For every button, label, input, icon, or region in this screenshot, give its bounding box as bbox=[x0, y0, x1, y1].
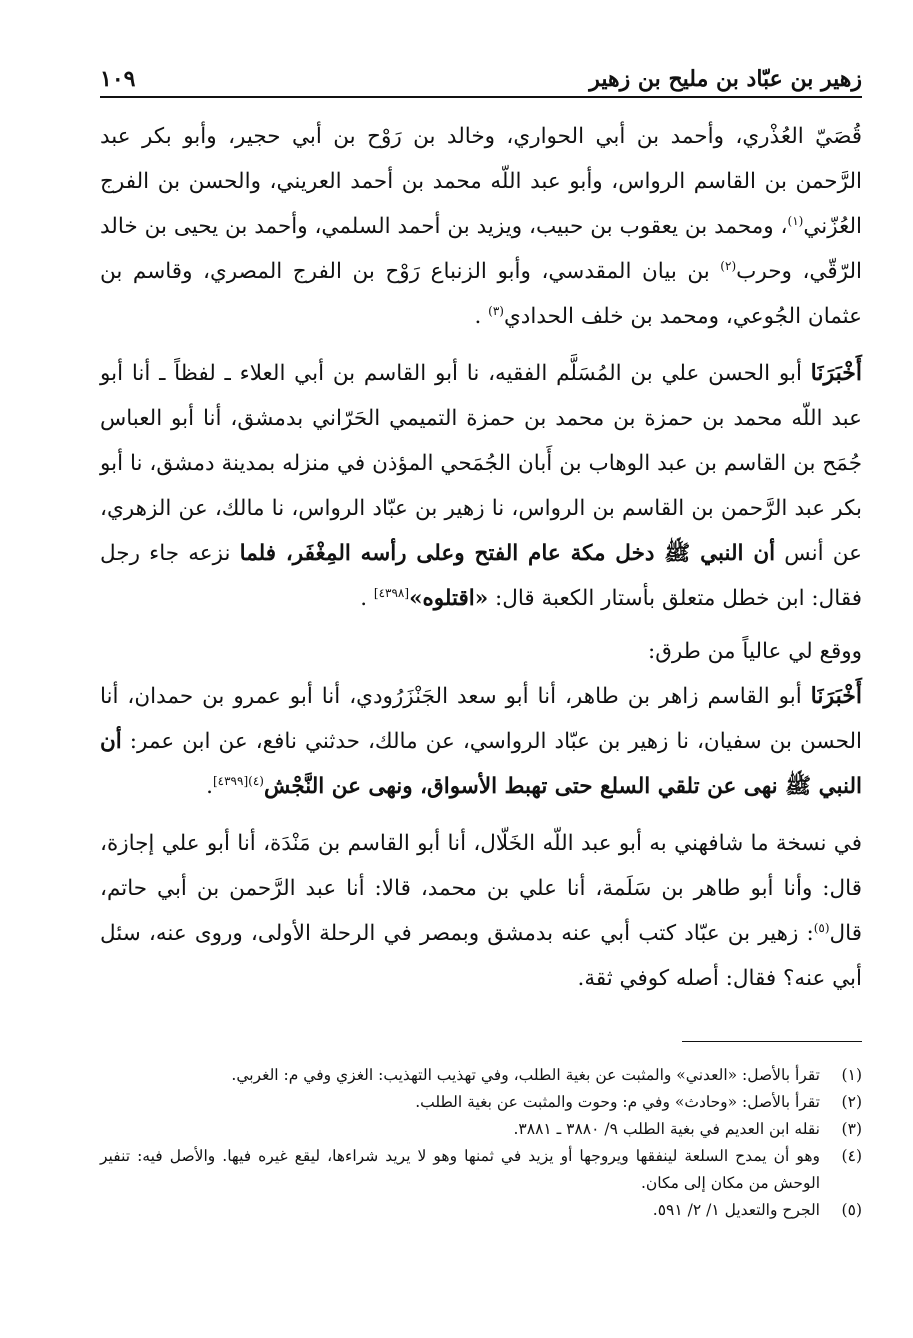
paragraph-text: قُصَيّ العُذْري، وأحمد بن أبي الحواري، وخالد بن رَوْح بن أبي حجير، وأبو بكر عبد الرَّحمن بن القاسم الرواس، وأبو عبد اللّه محمد بن أحمد العريني، والحسن بن الفرج العُزّني bbox=[100, 124, 862, 239]
paragraph-text: . bbox=[474, 304, 489, 329]
footnotes bbox=[100, 1062, 862, 1224]
running-header bbox=[100, 58, 862, 98]
footnote bbox=[100, 1089, 862, 1116]
footnote-number: (٢) bbox=[841, 1093, 862, 1111]
hadith-text: «اقتلوه» bbox=[409, 586, 489, 611]
footnote-separator bbox=[682, 1041, 862, 1042]
footnote-marker: (٥) bbox=[813, 920, 830, 935]
paragraph-text: . bbox=[360, 586, 374, 611]
footnote-text: تقرأ بالأصل: «العدني» والمثبت عن بغية الطلب، وفي تهذيب التهذيب: الغزي وفي م: الغربي. bbox=[231, 1066, 820, 1084]
hadith-reference: [٤٣٩٨] bbox=[373, 585, 410, 600]
paragraph-biography bbox=[100, 821, 862, 1001]
footnote-text: تقرأ بالأصل: «وحادث» وفي م: وحوت والمثبت عن بغية الطلب. bbox=[415, 1093, 820, 1111]
book-page bbox=[100, 58, 862, 1224]
footnote bbox=[100, 1062, 862, 1089]
footnote-number: (١) bbox=[841, 1066, 862, 1084]
paragraph-hadith-1 bbox=[100, 351, 862, 621]
paragraph-narrators bbox=[100, 114, 862, 339]
paragraph-text: ووقع لي عالياً من طرق: bbox=[647, 639, 862, 664]
akhbarana-lead: أَخْبَرَنَا bbox=[810, 360, 862, 386]
paragraph-text: في نسخة ما شافهني به أبو عبد اللّه الخَلّال، أنا أبو القاسم بن مَنْدَة، أنا أبو علي إجازة، قال: وأنا أبو طاهر بن سَلَمة، أنا علي بن محمد، قالا: أنا عبد الرَّحمن بن أبي حاتم، قال bbox=[100, 831, 862, 946]
hadith-text: أن النبي ﷺ نهى عن تلقي السلع حتى تهبط الأسواق، ونهى عن النَّجْش bbox=[100, 729, 862, 799]
footnote-marker: (٣) bbox=[488, 303, 504, 318]
footnote bbox=[100, 1143, 862, 1197]
hadith-reference: [٤٣٩٩] bbox=[212, 773, 249, 788]
header-title: زهير بن عبّاد بن مليح بن زهير bbox=[589, 66, 862, 92]
footnote-number: (٣) bbox=[841, 1120, 862, 1138]
footnote-number: (٥) bbox=[841, 1201, 862, 1219]
footnote-text: وهو أن يمدح السلعة لينفقها ويروجها أو يزيد في ثمنها وهو لا يريد شراءها، ليقع غيره فيها. والأصل فيه: تنفير الوحش من مكان إلى مكان. bbox=[100, 1147, 820, 1192]
paragraph-text: ، ومحمد بن يعقوب بن حبيب، ويزيد بن أحمد السلمي، وأحمد بن يحيى بن خالد الرّقّي، وحرب bbox=[100, 214, 862, 284]
footnote-number: (٤) bbox=[841, 1147, 862, 1165]
page-number: ١٠٩ bbox=[100, 66, 136, 92]
paragraph-text: . bbox=[206, 774, 213, 799]
paragraph-text: أبو القاسم زاهر بن طاهر، أنا أبو سعد الجَنْزَرُودي، أنا أبو عمرو بن حمدان، أنا الحسن بن سفيان، نا زهير بن عبّاد الرواسي، عن مالك، حدثني نافع، عن ابن عمر: bbox=[100, 684, 862, 754]
footnote-text: الجرح والتعديل ١/ ٢/ ٥٩١. bbox=[652, 1201, 820, 1219]
footnote-text: نقله ابن العديم في بغية الطلب ٩/ ٣٨٨٠ ـ ٣٨٨١. bbox=[513, 1120, 820, 1138]
footnote bbox=[100, 1116, 862, 1143]
hadith-text: أن النبي ﷺ دخل مكة عام الفتح وعلى رأسه المِغْفَر، فلما bbox=[239, 541, 776, 566]
paragraph-text: أبو الحسن علي بن المُسَلَّم الفقيه، نا أبو القاسم بن أبي العلاء ـ لفظاً ـ أنا أبو عبد اللّه محمد بن حمزة بن محمد بن حمزة التميمي الحَرّاني بدمشق، أنا أبو العباس جُمَح بن القاسم بن عبد الوهاب بن أَبان الجُمَحي المؤذن في منزله بمدينة دمشق، نا أبو بكر عبد الرَّحمن بن القاسم بن الرواس، نا زهير بن عبّاد الرواس، نا مالك، عن الزهري، عن أنس bbox=[100, 361, 863, 566]
paragraph-text: بن بيان المقدسي، وأبو الزنباع رَوْح بن الفرج المصري، وقاسم بن عثمان الجُوعي، ومحمد بن خلف الحدادي bbox=[100, 259, 862, 329]
footnote bbox=[100, 1197, 862, 1224]
paragraph-text: : زهير بن عبّاد كتب أبي عنه بدمشق وبمصر في الرحلة الأولى، وروى عنه، سئل أبي عنه؟ فقال: أصله كوفي ثقة. bbox=[100, 921, 862, 991]
footnote-marker: (٢) bbox=[720, 258, 737, 273]
paragraph-hadith-2 bbox=[100, 674, 862, 809]
footnote-marker: (١) bbox=[787, 213, 804, 228]
footnote-marker: (٤) bbox=[248, 773, 264, 788]
paragraph-transition bbox=[100, 629, 862, 674]
akhbarana-lead: أَخْبَرَنَا bbox=[810, 683, 862, 709]
paragraph-text: نزعه جاء رجل فقال: ابن خطل متعلق بأستار الكعبة قال: bbox=[100, 541, 862, 611]
